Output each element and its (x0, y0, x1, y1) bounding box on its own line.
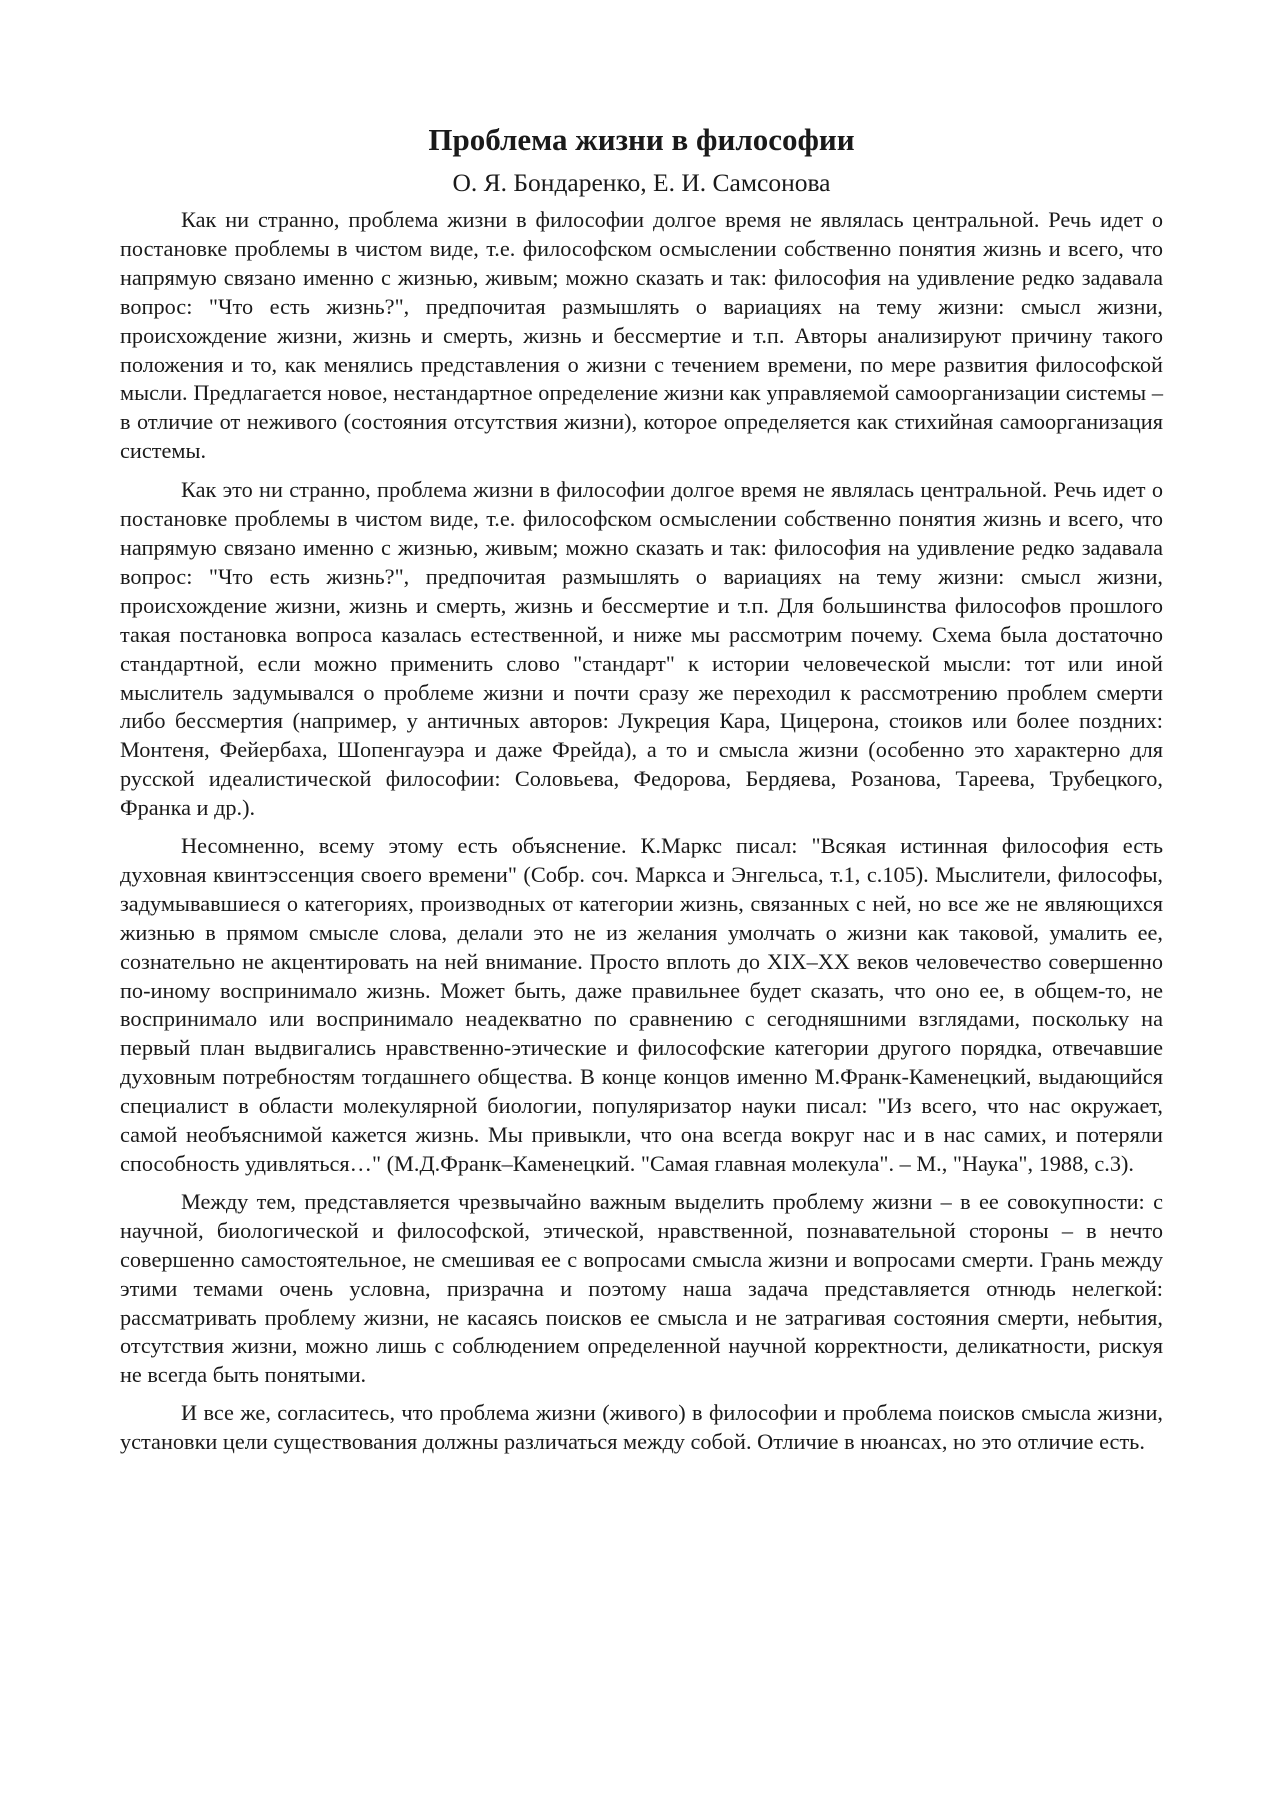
document-title: Проблема жизни в философии (428, 122, 855, 157)
body-paragraph-4: И все же, согласитесь, что проблема жизни (живого) в философии и проблема поисков смысла жизни, установки цели существования должны различаться между собой. Отличие в нюансах, но это отличие есть. (120, 1400, 1163, 1455)
document-page (120, 120, 1163, 1466)
body-paragraph-1: Как это ни странно, проблема жизни в философии долгое время не являлась центральной. Речь идет о постановке проблемы в чистом виде, т.е. философском осмыслении собственно понятия жизнь и всего, что напрямую связано именно с жизнью, живым; можно сказать и так: философия на удивление редко задавала вопрос: "Что есть жизнь?", предпочитая размышлять о вариациях на тему жизни: смысл жизни, происхождение жизни, жизнь и смерть, жизнь и бессмертие и т.п. Для большинства философов прошлого такая постановка вопроса казалась естественной, и ниже мы рассмотрим почему. Схема была достаточно стандартной, если можно применить слово "стандарт" к истории человеческой мысли: тот или иной мыслитель задумывался о проблеме жизни и почти сразу же переходил к рассмотрению проблем смерти либо бессмертия (например, у античных авторов: Лукреция Кара, Цицерона, стоиков или более поздних: Монтеня, Фейербаха, Шопенгауэра и даже Фрейда), а то и смысла жизни (особенно это характерно для русской идеалистической философии: Соловьева, Федорова, Бердяева, Розанова, Тареева, Трубецкого, Франка и др.). (120, 477, 1163, 821)
body-paragraph-3: Между тем, представляется чрезвычайно важным выделить проблему жизни – в ее совокупности: с научной, биологической и философской, этической, нравственной, познавательной стороны – в нечто совершенно самостоятельное, не смешивая ее с вопросами смысла жизни и вопросами смерти. Грань между этими темами очень условна, призрачна и поэтому наша задача представляется отнюдь нелегкой: рассматривать проблему жизни, не касаясь поисков ее смысла и не затрагивая состояния смерти, небытия, отсутствия жизни, можно лишь с соблюдением определенной научной корректности, деликатности, рискуя не всегда быть понятыми. (120, 1188, 1163, 1388)
abstract-paragraph: Как ни странно, проблема жизни в философии долгое время не являлась центральной. Речь идет о постановке проблемы в чистом виде, т.е. философском осмыслении собственно понятия жизнь и всего, что напрямую связано именно с жизнью, живым; можно сказать и так: философия на удивление редко задавала вопрос: "Что есть жизнь?", предпочитая размышлять о вариациях на тему жизни: смысл жизни, происхождение жизни, жизнь и смерть, жизнь и бессмертие и т.п. Авторы анализируют причину такого положения и то, как менялись представления о жизни с течением времени, по мере развития философской мысли. Предлагается новое, нестандартное определение жизни как управляемой самоорганизации системы – в отличие от неживого (состояния отсутствия жизни), которое определяется как стихийная самоорганизация системы. (120, 207, 1163, 464)
document-authors: О. Я. Бондаренко, Е. И. Самсонова (452, 168, 831, 197)
body-paragraph-2: Несомненно, всему этому есть объяснение. К.Маркс писал: "Всякая истинная философия есть духовная квинтэссенция своего времени" (Собр. соч. Маркса и Энгельса, т.1, с.105). Мыслители, философы, задумывавшиеся о категориях, производных от категории жизнь, связанных с ней, но все же не являющихся жизнью в прямом смысле слова, делали это не из желания умолчать о жизни как таковой, умалить ее, сознательно не акцентировать на ней внимание. Просто вплоть до XIX–XX веков человечество совершенно по-иному воспринимало жизнь. Может быть, даже правильнее будет сказать, что оно ее, в общем-то, не воспринимало или воспринимало неадекватно по сравнению с сегодняшними взглядами, поскольку на первый план выдвигались нравственно-этические и философские категории другого порядка, отвечавшие духовным потребностям тогдашнего общества. В конце концов именно М.Франк-Каменецкий, выдающийся специалист в области молекулярной биологии, популяризатор науки писал: "Из всего, что нас окружает, самой необъяснимой кажется жизнь. Мы привыкли, что она всегда вокруг нас и в нас самих, и потеряли способность удивляться…" (М.Д.Франк–Каменецкий. "Самая главная молекула". – М., "Наука", 1988, с.3). (120, 833, 1163, 1176)
